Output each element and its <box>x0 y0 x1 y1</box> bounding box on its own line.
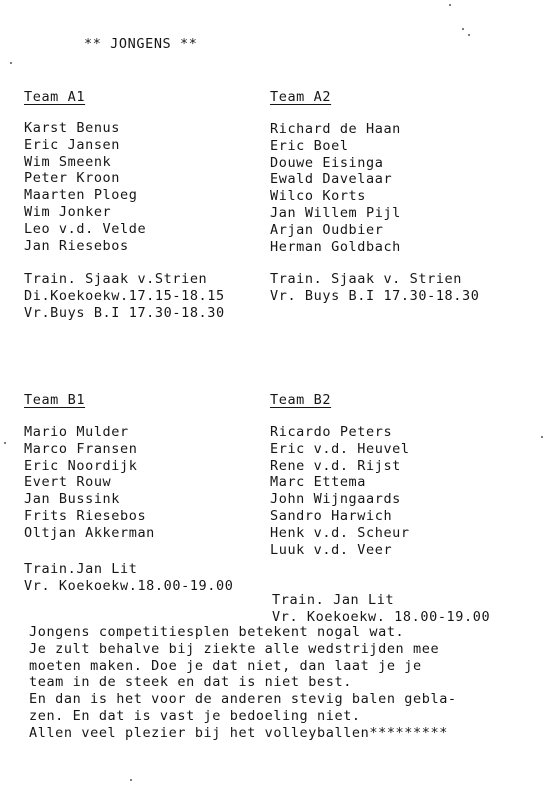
player-name: Frits Riesebos <box>24 507 147 524</box>
scan-speck <box>541 436 543 438</box>
player-name: Jan Bussink <box>24 491 121 508</box>
player-name: Wilco Korts <box>270 188 367 205</box>
player-name: Wim Jonker <box>24 203 112 220</box>
team-a2-training <box>270 271 479 305</box>
page-title: ** JONGENS ** <box>84 36 198 52</box>
team-b1-players <box>24 424 155 542</box>
team-b2-players <box>270 424 410 558</box>
player-name: Ewald Davelaar <box>270 171 393 188</box>
player-name: Evert Rouw <box>24 474 112 491</box>
team-a1-heading: Team A1 <box>24 89 86 105</box>
paragraph-line: Allen veel plezier bij het volleyballen********* <box>29 724 448 741</box>
player-name: Jan Willem Pijl <box>270 204 401 221</box>
training-line: Vr. Buys B.I 17.30-18.30 <box>270 287 480 304</box>
paragraph-line: En dan is het voor de anderen stevig balen gebla- <box>29 691 457 708</box>
team-a2-players <box>270 121 401 255</box>
team-b1-heading: Team B1 <box>24 392 86 408</box>
player-name: Arjan Oudbier <box>270 221 384 238</box>
paragraph-line: zen. En dat is vast je bedoeling niet. <box>29 707 361 724</box>
paragraph-line: team in de steek en dat is niet best. <box>29 674 352 691</box>
training-line: Train. Jan Lit <box>272 592 395 608</box>
scan-speck <box>10 62 12 64</box>
player-name: Wim Smeenk <box>24 153 112 170</box>
scan-speck <box>468 34 470 36</box>
paragraph-line: Jongens competitiesplen betekent nogal wat. <box>29 624 405 640</box>
training-line: Di.Koekoekw.17.15-18.15 <box>24 287 225 304</box>
training-line: Train. Sjaak v.Strien <box>24 271 208 287</box>
scan-speck <box>462 28 464 30</box>
scan-speck <box>130 779 132 781</box>
player-name: Ricardo Peters <box>270 424 393 440</box>
scan-speck <box>4 442 6 444</box>
team-a2-heading: Team A2 <box>270 89 332 105</box>
player-name: Peter Kroon <box>24 170 121 187</box>
player-name: Rene v.d. Rijst <box>270 457 401 474</box>
team-b1-training <box>24 561 233 595</box>
team-a1-training <box>24 271 225 321</box>
paragraph-line: moeten maken. Doe je dat niet, dan laat je je <box>29 657 422 674</box>
player-name: Karst Benus <box>24 120 121 136</box>
paragraph-line: Je zult behalve bij ziekte alle wedstrijden mee <box>29 640 440 657</box>
training-line: Vr.Buys B.I 17.30-18.30 <box>24 304 225 321</box>
training-line: Vr. Koekoekw. 18.00-19.00 <box>272 608 491 625</box>
player-name: John Wijngaards <box>270 491 401 508</box>
player-name: Oltjan Akkerman <box>24 524 155 541</box>
player-name: Douwe Eisinga <box>270 154 384 171</box>
player-name: Sandro Harwich <box>270 507 393 524</box>
player-name: Luuk v.d. Veer <box>270 541 393 558</box>
team-a1-players <box>24 120 146 254</box>
player-name: Marco Fransen <box>24 440 138 457</box>
scan-speck <box>449 4 451 6</box>
team-b2-training <box>272 592 490 626</box>
player-name: Marc Ettema <box>270 474 367 491</box>
player-name: Mario Mulder <box>24 424 129 440</box>
training-line: Vr. Koekoekw.18.00-19.00 <box>24 577 234 594</box>
player-name: Eric Jansen <box>24 136 121 153</box>
player-name: Eric v.d. Heuvel <box>270 440 410 457</box>
team-b2-heading: Team B2 <box>270 392 332 408</box>
training-line: Train. Sjaak v. Strien <box>270 271 463 287</box>
player-name: Herman Goldbach <box>270 238 401 255</box>
player-name: Maarten Ploeg <box>24 187 138 204</box>
player-name: Jan Riesebos <box>24 237 129 254</box>
player-name: Henk v.d. Scheur <box>270 524 410 541</box>
player-name: Leo v.d. Velde <box>24 220 147 237</box>
player-name: Richard de Haan <box>270 121 401 137</box>
closing-paragraph <box>29 624 457 742</box>
training-line: Train.Jan Lit <box>24 561 138 577</box>
player-name: Eric Boel <box>270 137 349 154</box>
player-name: Eric Noordijk <box>24 457 138 474</box>
